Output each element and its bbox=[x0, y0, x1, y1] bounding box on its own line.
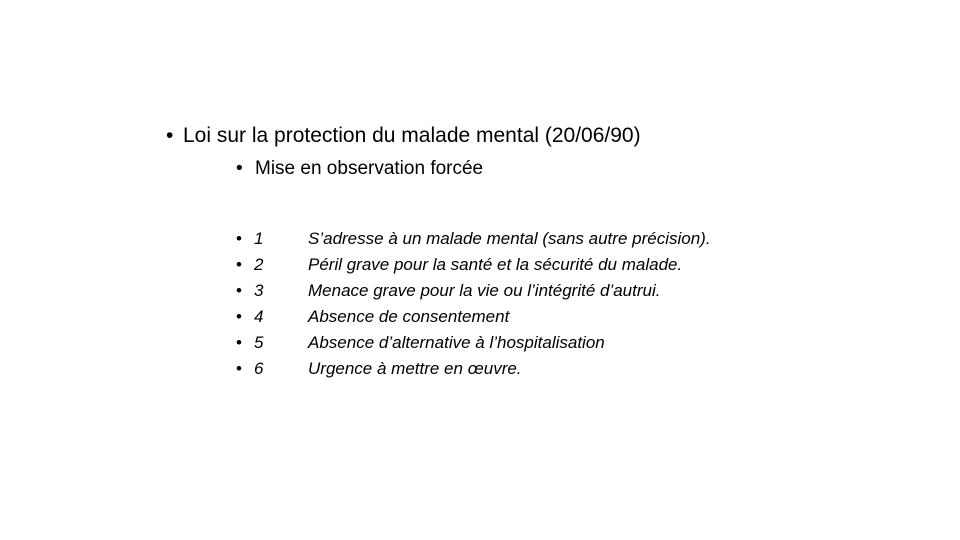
criteria-list bbox=[236, 226, 711, 382]
subheading-text: Mise en observation forcée bbox=[255, 158, 484, 179]
criterion-number: 5 bbox=[254, 333, 264, 352]
criterion-number: 4 bbox=[254, 307, 264, 326]
subheading bbox=[236, 155, 483, 183]
heading-bullet: • bbox=[166, 124, 174, 147]
subheading-bullet: • bbox=[236, 158, 243, 179]
criterion-number: 3 bbox=[254, 281, 264, 300]
criterion-item bbox=[236, 278, 711, 304]
criterion-bullet: • bbox=[236, 281, 242, 300]
criterion-bullet: • bbox=[236, 333, 242, 352]
criterion-item bbox=[236, 226, 711, 252]
criterion-number: 2 bbox=[254, 255, 264, 274]
criterion-bullet: • bbox=[236, 359, 242, 378]
criterion-bullet: • bbox=[236, 229, 242, 248]
criterion-number: 6 bbox=[254, 359, 264, 378]
criterion-item bbox=[236, 304, 711, 330]
criterion-bullet: • bbox=[236, 255, 242, 274]
criterion-item bbox=[236, 356, 711, 382]
criterion-number: 1 bbox=[254, 229, 264, 248]
criterion-item bbox=[236, 330, 711, 356]
heading bbox=[166, 121, 641, 151]
criterion-bullet: • bbox=[236, 307, 242, 326]
criterion-item bbox=[236, 252, 711, 278]
criterion-text: Menace grave pour la vie ou l’intégrité d’autrui. bbox=[308, 281, 661, 300]
criterion-text: S’adresse à un malade mental (sans autre précision). bbox=[308, 229, 711, 248]
criterion-text: Péril grave pour la santé et la sécurité du malade. bbox=[308, 255, 683, 274]
criterion-text: Absence d’alternative à l’hospitalisation bbox=[308, 333, 605, 352]
heading-text: Loi sur la protection du malade mental (20/06/90) bbox=[183, 124, 641, 147]
criterion-text: Urgence à mettre en œuvre. bbox=[308, 359, 522, 378]
criterion-text: Absence de consentement bbox=[308, 307, 510, 326]
